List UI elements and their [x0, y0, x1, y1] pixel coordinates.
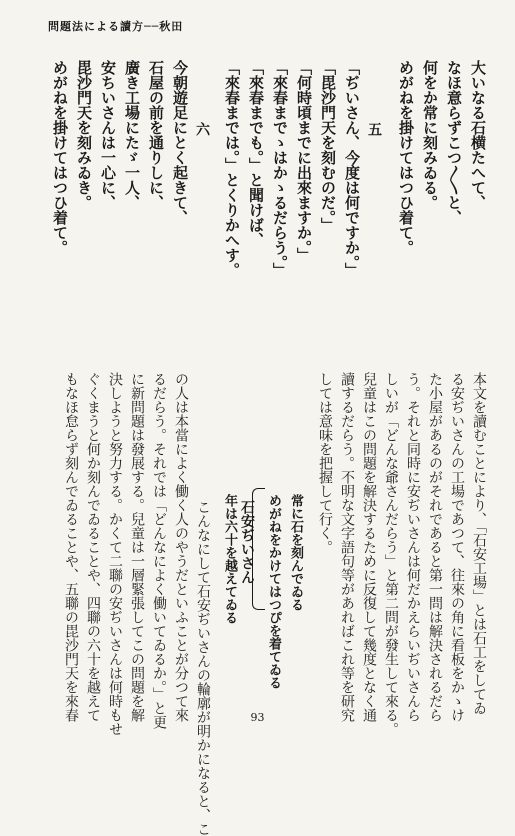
page-number: 93: [250, 711, 265, 724]
section-number: 五: [366, 122, 382, 136]
poem-line: 大いなる石横たへて、: [469, 60, 487, 210]
poem-line: 「ぢいさん、今度は何ですか。」: [343, 60, 361, 278]
poem-line: めがねを掛けてはつひ着て。: [51, 60, 69, 255]
poem-line: 「來春までも。」と聞けば、: [247, 60, 265, 248]
poem-line: 廣き工場にたゞ一人、: [123, 60, 141, 210]
poem-line: 「來春までは。」とくりかへす。: [223, 60, 241, 278]
body-line: に新問題は發展する。兒童は一層緊張してこの問題を解: [129, 372, 145, 722]
diagram-item: 年は六十を越えてゐる: [222, 494, 237, 624]
body-line: もなほ怠らず刻んでゐることや、五聯の毘沙門天を來春: [63, 372, 79, 722]
poem-line: 今朝遊足にとく起きて、: [171, 60, 189, 225]
poem-line: 「來春までゝはかゝるだらう。」: [271, 60, 289, 278]
body-line: の人は本當によく働く人のやうだといふことが分つて來: [173, 372, 189, 722]
diagram-item: めがねをかけてはつぴを着てゐる: [266, 494, 281, 689]
body-line: う。それと同時に安ぢいさんは何だかえらいぢいさんら: [405, 372, 421, 722]
body-line: るだらう。それでは「どんなによく働いてゐるか。」と更: [151, 372, 167, 729]
body-line: 本文を讀むことにより、「石安工場」とは石工をしてゐ: [471, 372, 487, 715]
diagram-item: 常に石を刻んでゐる: [288, 494, 303, 611]
section-number: 六: [194, 122, 210, 136]
body-line: 兒童はこの問題を解決するために反復して幾度となく通: [361, 372, 377, 722]
poem-line: 「何時頃までに出來ますか。」: [295, 60, 313, 263]
body-line: る安ぢいさんの工場であつて、往來の角に看板をかゝけ: [449, 372, 465, 722]
diagram-subject: 石安ぢいさん: [239, 500, 255, 584]
poem-line: 「毘沙門天を刻むのだ。」: [319, 60, 337, 233]
body-line: 決しようと努力する。かくて二聯の安ぢいさんは何時もせ: [107, 372, 123, 736]
body-line: しいが「どんな爺さんだらう」と第二問が發生して來る。: [383, 372, 399, 736]
body-line: しては意味を把握して行く。: [317, 372, 333, 554]
body-line: こんなにして石安ぢいさんの輪廓が明かになると、こ: [195, 500, 211, 836]
body-line: た小屋があるのがそれであると第一問は解決されるだら: [427, 372, 443, 722]
poem-line: 毘沙門天を刻みゐき。: [75, 60, 93, 210]
poem-line: 何をか常に刻みゐる。: [421, 60, 439, 210]
poem-line: なほ意らずこつ〳〵と、: [445, 60, 463, 225]
poem-line: 安ちいさんは一心に、: [99, 60, 117, 210]
running-header: 問題法による讀方──秋田: [48, 20, 184, 33]
body-line: 讀するだらう。不明な文字語句等があればこれ等を研究: [339, 372, 355, 722]
poem-line: めがねを掛けてはつひ着て。: [397, 60, 415, 255]
poem-line: 石屋の前を通りしに、: [147, 60, 165, 210]
body-line: ぐくまうと何か刻んでゐることや、四聯の六十を越えて: [85, 372, 101, 722]
